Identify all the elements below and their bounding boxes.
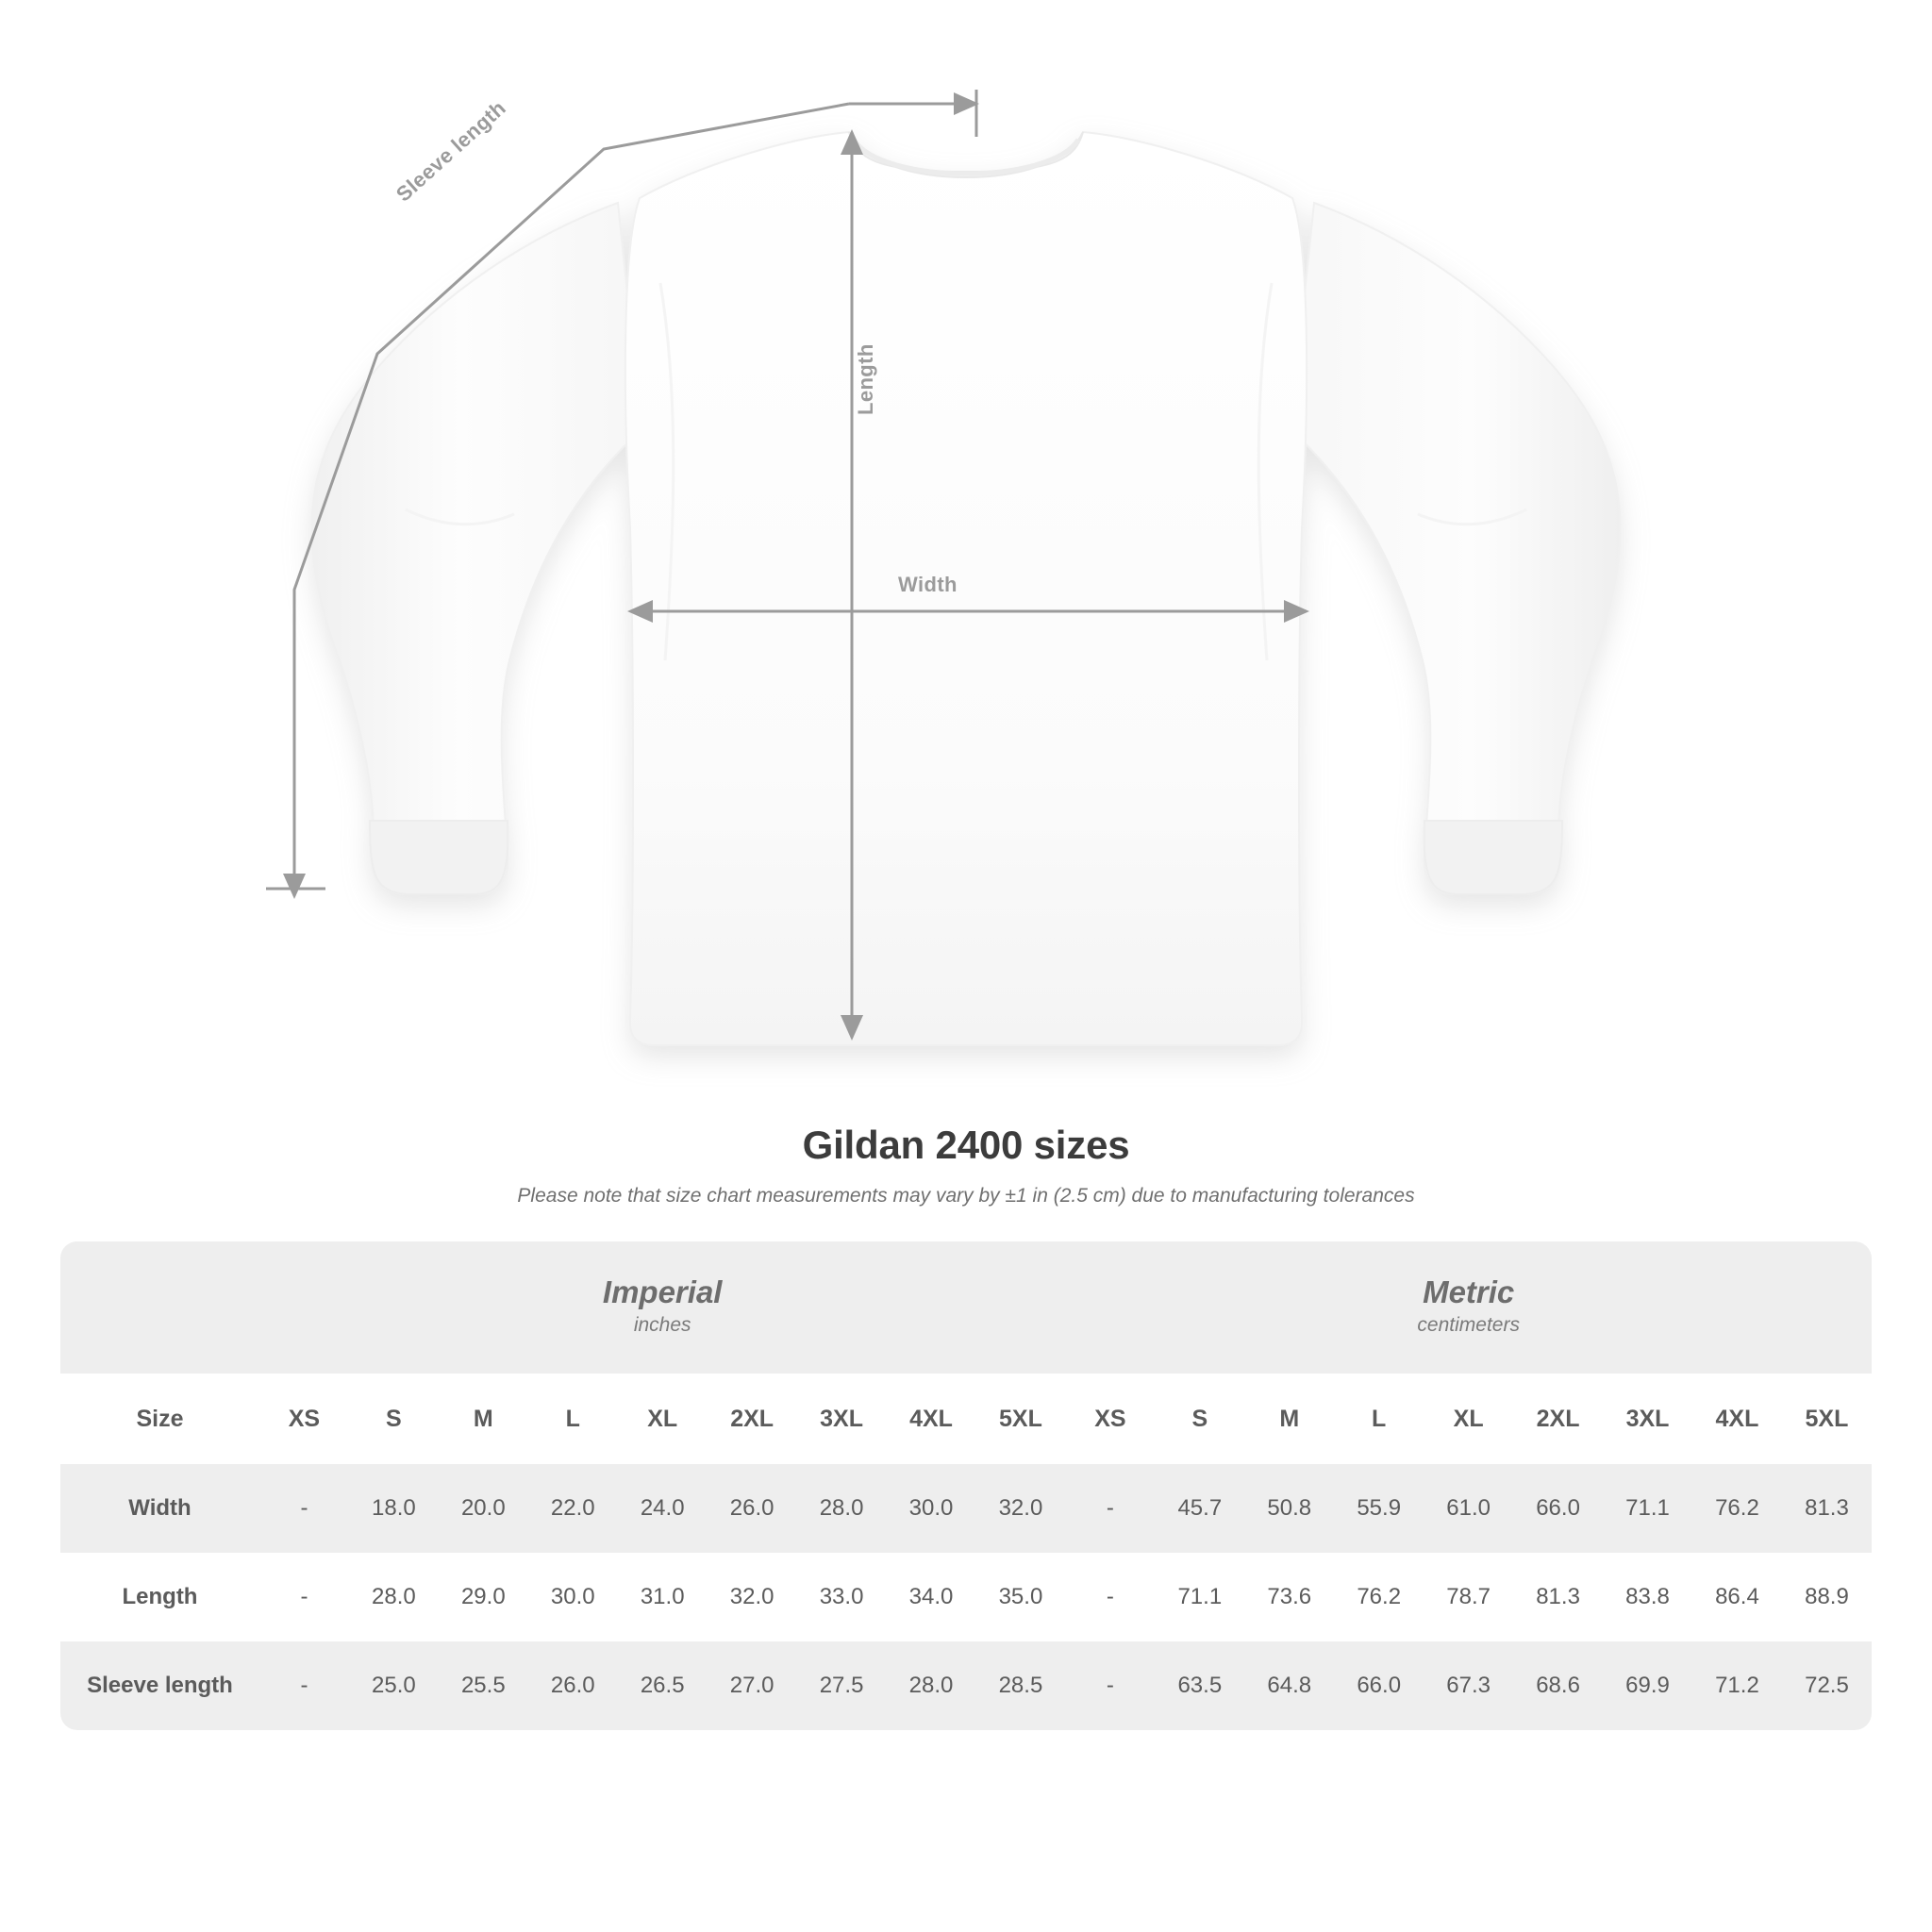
unit-imperial-sub: inches xyxy=(633,1314,691,1337)
unit-imperial-name: Imperial xyxy=(602,1274,723,1310)
cell-length-imperial-3xl: 33.0 xyxy=(797,1553,887,1641)
cell-sleeve-metric-2xl: 68.6 xyxy=(1513,1641,1603,1730)
cell-width-metric-xl: 61.0 xyxy=(1424,1464,1513,1553)
cell-width-metric-2xl: 66.0 xyxy=(1513,1464,1603,1553)
cell-length-imperial-l: 30.0 xyxy=(528,1553,618,1641)
size-col-metric-s: S xyxy=(1155,1374,1244,1464)
size-col-metric-m: M xyxy=(1244,1374,1334,1464)
size-header: Size xyxy=(60,1374,259,1464)
size-col-imperial-5xl: 5XL xyxy=(975,1374,1065,1464)
cell-sleeve-metric-m: 64.8 xyxy=(1244,1641,1334,1730)
table-corner xyxy=(60,1241,259,1374)
cell-length-imperial-xl: 31.0 xyxy=(618,1553,708,1641)
cell-sleeve-imperial-4xl: 28.0 xyxy=(887,1641,976,1730)
cell-length-metric-xs: - xyxy=(1065,1553,1155,1641)
cell-length-metric-xl: 78.7 xyxy=(1424,1553,1513,1641)
table-row xyxy=(60,1641,1872,1730)
row-label-sleeve-length: Sleeve length xyxy=(60,1641,259,1730)
size-col-imperial-m: M xyxy=(439,1374,528,1464)
cell-sleeve-metric-s: 63.5 xyxy=(1155,1641,1244,1730)
cell-sleeve-imperial-s: 25.0 xyxy=(349,1641,439,1730)
cell-width-metric-m: 50.8 xyxy=(1244,1464,1334,1553)
size-col-imperial-s: S xyxy=(349,1374,439,1464)
unit-metric xyxy=(1065,1241,1872,1374)
size-col-imperial-3xl: 3XL xyxy=(797,1374,887,1464)
cell-width-metric-l: 55.9 xyxy=(1334,1464,1424,1553)
cell-sleeve-imperial-xs: - xyxy=(259,1641,349,1730)
size-table-wrap xyxy=(60,1241,1872,1730)
cell-length-metric-l: 76.2 xyxy=(1334,1553,1424,1641)
cell-width-imperial-3xl: 28.0 xyxy=(797,1464,887,1553)
cell-width-imperial-s: 18.0 xyxy=(349,1464,439,1553)
cell-width-metric-s: 45.7 xyxy=(1155,1464,1244,1553)
size-col-imperial-xl: XL xyxy=(618,1374,708,1464)
cell-length-imperial-2xl: 32.0 xyxy=(708,1553,797,1641)
cell-width-imperial-m: 20.0 xyxy=(439,1464,528,1553)
cell-sleeve-metric-xl: 67.3 xyxy=(1424,1641,1513,1730)
table-row xyxy=(60,1553,1872,1641)
cell-sleeve-imperial-xl: 26.5 xyxy=(618,1641,708,1730)
unit-metric-name: Metric xyxy=(1423,1274,1515,1310)
width-label: Width xyxy=(898,573,958,596)
cell-width-imperial-xs: - xyxy=(259,1464,349,1553)
row-label-length: Length xyxy=(60,1553,259,1641)
size-table xyxy=(60,1241,1872,1730)
cell-width-imperial-4xl: 30.0 xyxy=(887,1464,976,1553)
cell-width-imperial-xl: 24.0 xyxy=(618,1464,708,1553)
size-col-metric-3xl: 3XL xyxy=(1603,1374,1692,1464)
size-col-metric-xl: XL xyxy=(1424,1374,1513,1464)
cell-length-imperial-5xl: 35.0 xyxy=(975,1553,1065,1641)
cell-length-imperial-m: 29.0 xyxy=(439,1553,528,1641)
cell-length-metric-4xl: 86.4 xyxy=(1692,1553,1782,1641)
cell-sleeve-imperial-2xl: 27.0 xyxy=(708,1641,797,1730)
cell-width-imperial-2xl: 26.0 xyxy=(708,1464,797,1553)
cell-sleeve-metric-xs: - xyxy=(1065,1641,1155,1730)
unit-header-row xyxy=(60,1241,1872,1374)
cell-length-metric-s: 71.1 xyxy=(1155,1553,1244,1641)
size-col-imperial-l: L xyxy=(528,1374,618,1464)
unit-metric-sub: centimeters xyxy=(1417,1314,1520,1337)
cell-length-metric-m: 73.6 xyxy=(1244,1553,1334,1641)
unit-imperial xyxy=(259,1241,1065,1374)
cell-sleeve-metric-l: 66.0 xyxy=(1334,1641,1424,1730)
cell-sleeve-metric-4xl: 71.2 xyxy=(1692,1641,1782,1730)
page-title: Gildan 2400 sizes xyxy=(802,1123,1130,1167)
cell-width-imperial-l: 22.0 xyxy=(528,1464,618,1553)
cell-length-imperial-xs: - xyxy=(259,1553,349,1641)
size-header-row xyxy=(60,1374,1872,1464)
cell-width-imperial-5xl: 32.0 xyxy=(975,1464,1065,1553)
cell-length-metric-2xl: 81.3 xyxy=(1513,1553,1603,1641)
cell-sleeve-imperial-l: 26.0 xyxy=(528,1641,618,1730)
cell-length-metric-3xl: 83.8 xyxy=(1603,1553,1692,1641)
cell-width-metric-5xl: 81.3 xyxy=(1782,1464,1872,1553)
size-col-metric-5xl: 5XL xyxy=(1782,1374,1872,1464)
size-col-metric-2xl: 2XL xyxy=(1513,1374,1603,1464)
cell-width-metric-3xl: 71.1 xyxy=(1603,1464,1692,1553)
size-col-imperial-4xl: 4XL xyxy=(887,1374,976,1464)
size-col-metric-xs: XS xyxy=(1065,1374,1155,1464)
cell-sleeve-imperial-3xl: 27.5 xyxy=(797,1641,887,1730)
size-col-metric-l: L xyxy=(1334,1374,1424,1464)
cell-width-metric-4xl: 76.2 xyxy=(1692,1464,1782,1553)
table-row xyxy=(60,1464,1872,1553)
cell-sleeve-metric-3xl: 69.9 xyxy=(1603,1641,1692,1730)
cell-length-imperial-4xl: 34.0 xyxy=(887,1553,976,1641)
tolerance-note: Please note that size chart measurements may vary by ±1 in (2.5 cm) due to manufacturing tolerances xyxy=(517,1185,1415,1207)
sleeve-length-label: Sleeve length xyxy=(391,95,510,207)
row-label-width: Width xyxy=(60,1464,259,1553)
cell-length-metric-5xl: 88.9 xyxy=(1782,1553,1872,1641)
title-block xyxy=(0,1123,1932,1208)
cell-sleeve-metric-5xl: 72.5 xyxy=(1782,1641,1872,1730)
cell-sleeve-imperial-5xl: 28.5 xyxy=(975,1641,1065,1730)
cell-length-imperial-s: 28.0 xyxy=(349,1553,439,1641)
length-label: Length xyxy=(854,343,877,415)
cell-width-metric-xs: - xyxy=(1065,1464,1155,1553)
size-col-imperial-xs: XS xyxy=(259,1374,349,1464)
size-col-metric-4xl: 4XL xyxy=(1692,1374,1782,1464)
size-col-imperial-2xl: 2XL xyxy=(708,1374,797,1464)
cell-sleeve-imperial-m: 25.5 xyxy=(439,1641,528,1730)
